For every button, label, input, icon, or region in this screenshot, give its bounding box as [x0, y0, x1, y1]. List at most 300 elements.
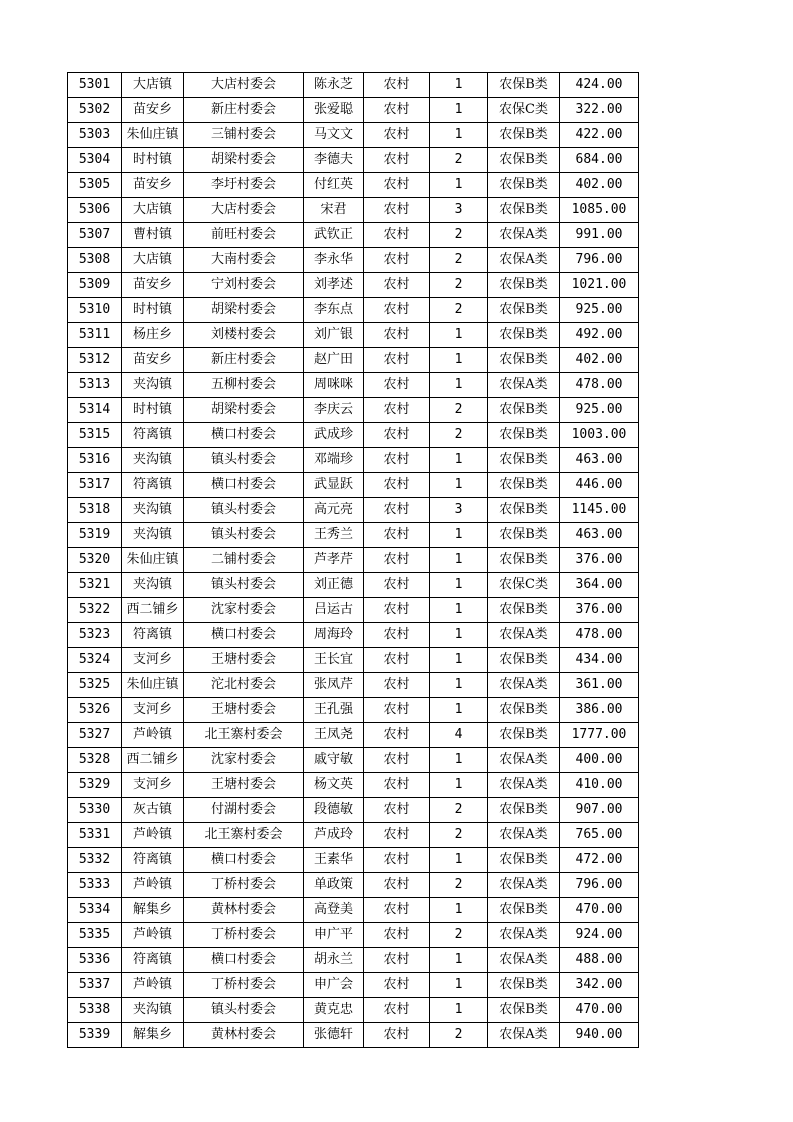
town-cell: 朱仙庄镇 — [122, 123, 184, 148]
table-row — [68, 248, 639, 273]
household-size-cell: 2 — [430, 1023, 488, 1048]
insurance-category-cell: 农保B类 — [488, 848, 560, 873]
area-type-cell: 农村 — [364, 123, 430, 148]
row-number-cell: 5312 — [68, 348, 122, 373]
table-row — [68, 998, 639, 1023]
insurance-category-cell: 农保B类 — [488, 123, 560, 148]
person-name-cell: 武显跃 — [304, 473, 364, 498]
amount-cell: 1021.00 — [560, 273, 639, 298]
town-cell: 芦岭镇 — [122, 923, 184, 948]
village-committee-cell: 付湖村委会 — [184, 798, 304, 823]
row-number-cell: 5320 — [68, 548, 122, 573]
area-type-cell: 农村 — [364, 448, 430, 473]
table-row — [68, 198, 639, 223]
row-number-cell: 5317 — [68, 473, 122, 498]
area-type-cell: 农村 — [364, 98, 430, 123]
insurance-category-cell: 农保B类 — [488, 723, 560, 748]
town-cell: 夹沟镇 — [122, 498, 184, 523]
amount-cell: 478.00 — [560, 373, 639, 398]
amount-cell: 342.00 — [560, 973, 639, 998]
town-cell: 大店镇 — [122, 248, 184, 273]
person-name-cell: 胡永兰 — [304, 948, 364, 973]
row-number-cell: 5304 — [68, 148, 122, 173]
household-size-cell: 1 — [430, 98, 488, 123]
town-cell: 大店镇 — [122, 198, 184, 223]
village-committee-cell: 镇头村委会 — [184, 448, 304, 473]
household-size-cell: 1 — [430, 448, 488, 473]
amount-cell: 1145.00 — [560, 498, 639, 523]
person-name-cell: 李东点 — [304, 298, 364, 323]
town-cell: 夹沟镇 — [122, 523, 184, 548]
amount-cell: 463.00 — [560, 448, 639, 473]
area-type-cell: 农村 — [364, 273, 430, 298]
row-number-cell: 5332 — [68, 848, 122, 873]
village-committee-cell: 胡梁村委会 — [184, 298, 304, 323]
insurance-category-cell: 农保A类 — [488, 823, 560, 848]
town-cell: 时村镇 — [122, 148, 184, 173]
table-row — [68, 873, 639, 898]
village-committee-cell: 胡梁村委会 — [184, 398, 304, 423]
row-number-cell: 5322 — [68, 598, 122, 623]
village-committee-cell: 横口村委会 — [184, 623, 304, 648]
town-cell: 支河乡 — [122, 773, 184, 798]
row-number-cell: 5301 — [68, 73, 122, 98]
person-name-cell: 刘正德 — [304, 573, 364, 598]
village-committee-cell: 横口村委会 — [184, 948, 304, 973]
town-cell: 符离镇 — [122, 423, 184, 448]
person-name-cell: 王素华 — [304, 848, 364, 873]
amount-cell: 907.00 — [560, 798, 639, 823]
table-row — [68, 848, 639, 873]
amount-cell: 410.00 — [560, 773, 639, 798]
insurance-category-cell: 农保B类 — [488, 398, 560, 423]
insurance-category-cell: 农保B类 — [488, 348, 560, 373]
person-name-cell: 黄克忠 — [304, 998, 364, 1023]
amount-cell: 684.00 — [560, 148, 639, 173]
roster-table — [67, 72, 639, 1048]
area-type-cell: 农村 — [364, 148, 430, 173]
area-type-cell: 农村 — [364, 623, 430, 648]
village-committee-cell: 镇头村委会 — [184, 998, 304, 1023]
person-name-cell: 单政策 — [304, 873, 364, 898]
table-row — [68, 348, 639, 373]
table-row — [68, 698, 639, 723]
table-row — [68, 473, 639, 498]
household-size-cell: 1 — [430, 973, 488, 998]
household-size-cell: 1 — [430, 523, 488, 548]
insurance-category-cell: 农保A类 — [488, 873, 560, 898]
household-size-cell: 2 — [430, 148, 488, 173]
insurance-category-cell: 农保A类 — [488, 773, 560, 798]
table-row — [68, 798, 639, 823]
table-row — [68, 948, 639, 973]
row-number-cell: 5325 — [68, 673, 122, 698]
insurance-category-cell: 农保A类 — [488, 923, 560, 948]
village-committee-cell: 大南村委会 — [184, 248, 304, 273]
amount-cell: 488.00 — [560, 948, 639, 973]
insurance-category-cell: 农保B类 — [488, 323, 560, 348]
insurance-category-cell: 农保A类 — [488, 248, 560, 273]
household-size-cell: 1 — [430, 673, 488, 698]
area-type-cell: 农村 — [364, 698, 430, 723]
household-size-cell: 1 — [430, 848, 488, 873]
row-number-cell: 5310 — [68, 298, 122, 323]
amount-cell: 322.00 — [560, 98, 639, 123]
table-row — [68, 773, 639, 798]
table-row — [68, 173, 639, 198]
area-type-cell: 农村 — [364, 73, 430, 98]
village-committee-cell: 王塘村委会 — [184, 773, 304, 798]
amount-cell: 376.00 — [560, 598, 639, 623]
amount-cell: 402.00 — [560, 348, 639, 373]
area-type-cell: 农村 — [364, 173, 430, 198]
household-size-cell: 1 — [430, 748, 488, 773]
town-cell: 西二铺乡 — [122, 598, 184, 623]
table-row — [68, 923, 639, 948]
household-size-cell: 2 — [430, 398, 488, 423]
area-type-cell: 农村 — [364, 1023, 430, 1048]
table-row — [68, 73, 639, 98]
table-row — [68, 298, 639, 323]
town-cell: 解集乡 — [122, 898, 184, 923]
person-name-cell: 高元亮 — [304, 498, 364, 523]
insurance-category-cell: 农保B类 — [488, 898, 560, 923]
village-committee-cell: 沱北村委会 — [184, 673, 304, 698]
amount-cell: 361.00 — [560, 673, 639, 698]
table-row — [68, 673, 639, 698]
person-name-cell: 刘孝述 — [304, 273, 364, 298]
household-size-cell: 1 — [430, 623, 488, 648]
row-number-cell: 5333 — [68, 873, 122, 898]
area-type-cell: 农村 — [364, 323, 430, 348]
area-type-cell: 农村 — [364, 948, 430, 973]
table-row — [68, 823, 639, 848]
amount-cell: 402.00 — [560, 173, 639, 198]
row-number-cell: 5323 — [68, 623, 122, 648]
village-committee-cell: 刘楼村委会 — [184, 323, 304, 348]
village-committee-cell: 王塘村委会 — [184, 648, 304, 673]
household-size-cell: 2 — [430, 823, 488, 848]
row-number-cell: 5334 — [68, 898, 122, 923]
village-committee-cell: 横口村委会 — [184, 848, 304, 873]
village-committee-cell: 北王寨村委会 — [184, 723, 304, 748]
row-number-cell: 5330 — [68, 798, 122, 823]
area-type-cell: 农村 — [364, 598, 430, 623]
town-cell: 朱仙庄镇 — [122, 673, 184, 698]
row-number-cell: 5309 — [68, 273, 122, 298]
table-row — [68, 973, 639, 998]
insurance-category-cell: 农保B类 — [488, 523, 560, 548]
row-number-cell: 5328 — [68, 748, 122, 773]
table-row — [68, 648, 639, 673]
household-size-cell: 1 — [430, 173, 488, 198]
amount-cell: 924.00 — [560, 923, 639, 948]
village-committee-cell: 李圩村委会 — [184, 173, 304, 198]
area-type-cell: 农村 — [364, 823, 430, 848]
row-number-cell: 5307 — [68, 223, 122, 248]
town-cell: 夹沟镇 — [122, 998, 184, 1023]
village-committee-cell: 丁桥村委会 — [184, 923, 304, 948]
town-cell: 灰古镇 — [122, 798, 184, 823]
person-name-cell: 吕运古 — [304, 598, 364, 623]
amount-cell: 470.00 — [560, 998, 639, 1023]
amount-cell: 400.00 — [560, 748, 639, 773]
row-number-cell: 5311 — [68, 323, 122, 348]
person-name-cell: 杨文英 — [304, 773, 364, 798]
household-size-cell: 2 — [430, 423, 488, 448]
table-row — [68, 448, 639, 473]
amount-cell: 925.00 — [560, 298, 639, 323]
area-type-cell: 农村 — [364, 473, 430, 498]
row-number-cell: 5313 — [68, 373, 122, 398]
household-size-cell: 2 — [430, 223, 488, 248]
amount-cell: 765.00 — [560, 823, 639, 848]
person-name-cell: 周海玲 — [304, 623, 364, 648]
row-number-cell: 5336 — [68, 948, 122, 973]
person-name-cell: 武钦正 — [304, 223, 364, 248]
village-committee-cell: 新庄村委会 — [184, 98, 304, 123]
area-type-cell: 农村 — [364, 348, 430, 373]
household-size-cell: 1 — [430, 348, 488, 373]
household-size-cell: 1 — [430, 573, 488, 598]
village-committee-cell: 前旺村委会 — [184, 223, 304, 248]
table-row — [68, 98, 639, 123]
village-committee-cell: 黄林村委会 — [184, 1023, 304, 1048]
household-size-cell: 1 — [430, 648, 488, 673]
insurance-category-cell: 农保B类 — [488, 423, 560, 448]
person-name-cell: 张爱聪 — [304, 98, 364, 123]
area-type-cell: 农村 — [364, 498, 430, 523]
town-cell: 时村镇 — [122, 398, 184, 423]
amount-cell: 386.00 — [560, 698, 639, 723]
row-number-cell: 5319 — [68, 523, 122, 548]
household-size-cell: 1 — [430, 323, 488, 348]
person-name-cell: 高登美 — [304, 898, 364, 923]
row-number-cell: 5305 — [68, 173, 122, 198]
insurance-category-cell: 农保B类 — [488, 698, 560, 723]
area-type-cell: 农村 — [364, 298, 430, 323]
person-name-cell: 王凤尧 — [304, 723, 364, 748]
area-type-cell: 农村 — [364, 523, 430, 548]
household-size-cell: 1 — [430, 998, 488, 1023]
amount-cell: 364.00 — [560, 573, 639, 598]
area-type-cell: 农村 — [364, 898, 430, 923]
person-name-cell: 申广会 — [304, 973, 364, 998]
insurance-category-cell: 农保B类 — [488, 498, 560, 523]
village-committee-cell: 王塘村委会 — [184, 698, 304, 723]
person-name-cell: 王长宜 — [304, 648, 364, 673]
amount-cell: 925.00 — [560, 398, 639, 423]
household-size-cell: 2 — [430, 273, 488, 298]
town-cell: 符离镇 — [122, 473, 184, 498]
amount-cell: 796.00 — [560, 873, 639, 898]
household-size-cell: 3 — [430, 498, 488, 523]
household-size-cell: 1 — [430, 698, 488, 723]
insurance-category-cell: 农保B类 — [488, 473, 560, 498]
amount-cell: 422.00 — [560, 123, 639, 148]
village-committee-cell: 二铺村委会 — [184, 548, 304, 573]
village-committee-cell: 宁刘村委会 — [184, 273, 304, 298]
person-name-cell: 李永华 — [304, 248, 364, 273]
amount-cell: 434.00 — [560, 648, 639, 673]
person-name-cell: 段德敏 — [304, 798, 364, 823]
town-cell: 解集乡 — [122, 1023, 184, 1048]
person-name-cell: 张德轩 — [304, 1023, 364, 1048]
town-cell: 符离镇 — [122, 848, 184, 873]
village-committee-cell: 大店村委会 — [184, 198, 304, 223]
insurance-category-cell: 农保B类 — [488, 73, 560, 98]
area-type-cell: 农村 — [364, 723, 430, 748]
household-size-cell: 2 — [430, 798, 488, 823]
household-size-cell: 2 — [430, 298, 488, 323]
row-number-cell: 5329 — [68, 773, 122, 798]
insurance-category-cell: 农保A类 — [488, 948, 560, 973]
town-cell: 芦岭镇 — [122, 823, 184, 848]
area-type-cell: 农村 — [364, 848, 430, 873]
insurance-category-cell: 农保A类 — [488, 223, 560, 248]
area-type-cell: 农村 — [364, 773, 430, 798]
person-name-cell: 刘广银 — [304, 323, 364, 348]
person-name-cell: 申广平 — [304, 923, 364, 948]
area-type-cell: 农村 — [364, 423, 430, 448]
insurance-category-cell: 农保B类 — [488, 998, 560, 1023]
town-cell: 夹沟镇 — [122, 373, 184, 398]
amount-cell: 1777.00 — [560, 723, 639, 748]
table-row — [68, 373, 639, 398]
row-number-cell: 5316 — [68, 448, 122, 473]
row-number-cell: 5339 — [68, 1023, 122, 1048]
area-type-cell: 农村 — [364, 973, 430, 998]
insurance-category-cell: 农保A类 — [488, 1023, 560, 1048]
village-committee-cell: 胡梁村委会 — [184, 148, 304, 173]
row-number-cell: 5302 — [68, 98, 122, 123]
row-number-cell: 5337 — [68, 973, 122, 998]
village-committee-cell: 丁桥村委会 — [184, 873, 304, 898]
area-type-cell: 农村 — [364, 373, 430, 398]
village-committee-cell: 丁桥村委会 — [184, 973, 304, 998]
household-size-cell: 1 — [430, 473, 488, 498]
insurance-category-cell: 农保B类 — [488, 548, 560, 573]
person-name-cell: 武成珍 — [304, 423, 364, 448]
area-type-cell: 农村 — [364, 748, 430, 773]
person-name-cell: 李德夫 — [304, 148, 364, 173]
table-row — [68, 423, 639, 448]
town-cell: 夹沟镇 — [122, 448, 184, 473]
table-row — [68, 398, 639, 423]
person-name-cell: 芦成玲 — [304, 823, 364, 848]
table-row — [68, 523, 639, 548]
row-number-cell: 5335 — [68, 923, 122, 948]
town-cell: 芦岭镇 — [122, 723, 184, 748]
village-committee-cell: 横口村委会 — [184, 473, 304, 498]
table-row — [68, 223, 639, 248]
household-size-cell: 1 — [430, 598, 488, 623]
village-committee-cell: 大店村委会 — [184, 73, 304, 98]
person-name-cell: 李庆云 — [304, 398, 364, 423]
area-type-cell: 农村 — [364, 223, 430, 248]
village-committee-cell: 新庄村委会 — [184, 348, 304, 373]
area-type-cell: 农村 — [364, 248, 430, 273]
person-name-cell: 张凤芹 — [304, 673, 364, 698]
insurance-category-cell: 农保B类 — [488, 798, 560, 823]
amount-cell: 478.00 — [560, 623, 639, 648]
village-committee-cell: 黄林村委会 — [184, 898, 304, 923]
area-type-cell: 农村 — [364, 198, 430, 223]
village-committee-cell: 沈家村委会 — [184, 598, 304, 623]
row-number-cell: 5331 — [68, 823, 122, 848]
village-committee-cell: 北王寨村委会 — [184, 823, 304, 848]
area-type-cell: 农村 — [364, 923, 430, 948]
insurance-category-cell: 农保A类 — [488, 623, 560, 648]
amount-cell: 1085.00 — [560, 198, 639, 223]
insurance-category-cell: 农保B类 — [488, 448, 560, 473]
town-cell: 符离镇 — [122, 623, 184, 648]
insurance-category-cell: 农保A类 — [488, 673, 560, 698]
table-row — [68, 573, 639, 598]
row-number-cell: 5303 — [68, 123, 122, 148]
amount-cell: 1003.00 — [560, 423, 639, 448]
insurance-category-cell: 农保B类 — [488, 173, 560, 198]
row-number-cell: 5315 — [68, 423, 122, 448]
insurance-category-cell: 农保B类 — [488, 198, 560, 223]
area-type-cell: 农村 — [364, 573, 430, 598]
person-name-cell: 芦孝芹 — [304, 548, 364, 573]
insurance-category-cell: 农保B类 — [488, 648, 560, 673]
town-cell: 苗安乡 — [122, 173, 184, 198]
household-size-cell: 2 — [430, 923, 488, 948]
person-name-cell: 陈永芝 — [304, 73, 364, 98]
area-type-cell: 农村 — [364, 998, 430, 1023]
area-type-cell: 农村 — [364, 398, 430, 423]
table-row — [68, 1023, 639, 1048]
village-committee-cell: 五柳村委会 — [184, 373, 304, 398]
household-size-cell: 1 — [430, 73, 488, 98]
household-size-cell: 3 — [430, 198, 488, 223]
household-size-cell: 1 — [430, 773, 488, 798]
amount-cell: 472.00 — [560, 848, 639, 873]
row-number-cell: 5324 — [68, 648, 122, 673]
village-committee-cell: 镇头村委会 — [184, 523, 304, 548]
table-row — [68, 623, 639, 648]
person-name-cell: 王秀兰 — [304, 523, 364, 548]
row-number-cell: 5318 — [68, 498, 122, 523]
amount-cell: 376.00 — [560, 548, 639, 573]
village-committee-cell: 三铺村委会 — [184, 123, 304, 148]
table-row — [68, 723, 639, 748]
insurance-category-cell: 农保B类 — [488, 973, 560, 998]
village-committee-cell: 镇头村委会 — [184, 498, 304, 523]
amount-cell: 492.00 — [560, 323, 639, 348]
amount-cell: 470.00 — [560, 898, 639, 923]
person-name-cell: 周咪咪 — [304, 373, 364, 398]
insurance-category-cell: 农保B类 — [488, 273, 560, 298]
amount-cell: 940.00 — [560, 1023, 639, 1048]
household-size-cell: 1 — [430, 123, 488, 148]
household-size-cell: 2 — [430, 248, 488, 273]
row-number-cell: 5326 — [68, 698, 122, 723]
amount-cell: 424.00 — [560, 73, 639, 98]
town-cell: 曹村镇 — [122, 223, 184, 248]
town-cell: 芦岭镇 — [122, 973, 184, 998]
person-name-cell: 邓端珍 — [304, 448, 364, 473]
amount-cell: 446.00 — [560, 473, 639, 498]
row-number-cell: 5327 — [68, 723, 122, 748]
row-number-cell: 5308 — [68, 248, 122, 273]
household-size-cell: 1 — [430, 898, 488, 923]
amount-cell: 463.00 — [560, 523, 639, 548]
amount-cell: 991.00 — [560, 223, 639, 248]
amount-cell: 796.00 — [560, 248, 639, 273]
